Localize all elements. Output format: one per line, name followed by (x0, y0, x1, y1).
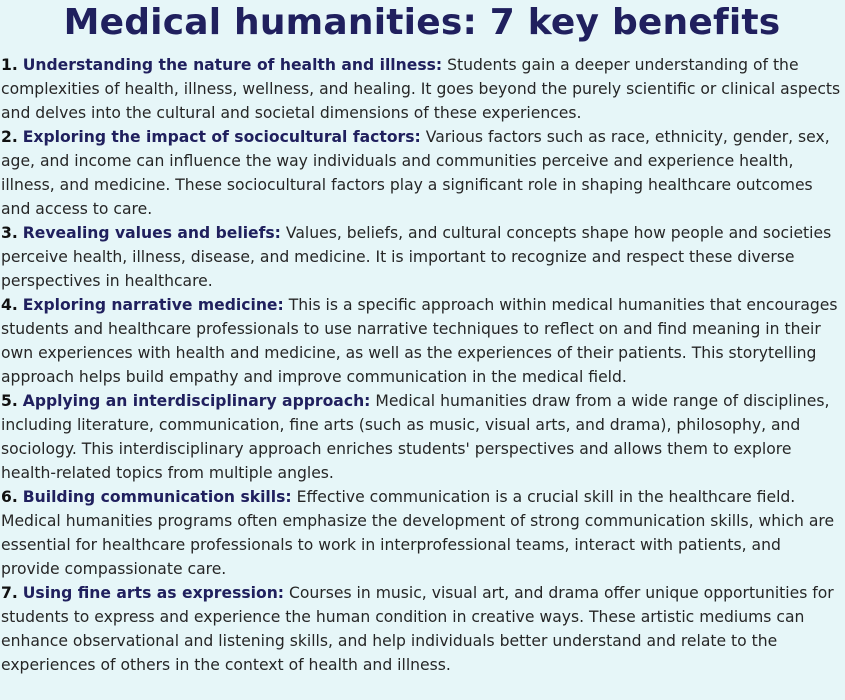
benefit-number: 2. (1, 128, 18, 146)
benefit-text: Values, beliefs, and cultural concepts shape how people and societies perceive health, illness, disease, and medicine. It is important to recognize and respect these diverse perspectives in healthcare. (1, 224, 832, 290)
benefit-heading: Using fine arts as expression: (22, 584, 285, 602)
benefit-text: This is a specific approach within medical humanities that encourages students and healthcare professionals to use narrative techniques to reflect on and find meaning in their own experiences with health and medicine, as well as the experiences of their patients. This storytelling approach helps build empathy and improve communication in the medical field. (1, 296, 838, 386)
benefit-text: Students gain a deeper understanding of the complexities of health, illness, wellness, and healing. It goes beyond the purely scientific or clinical aspects and delves into the cultural and societal dimensions of these experiences. (1, 56, 841, 122)
benefit-number: 3. (1, 224, 18, 242)
benefit-item-1 (1, 53, 843, 125)
benefit-text: Medical humanities draw from a wide range of disciplines, including literature, communication, fine arts (such as music, visual arts, and drama), philosophy, and sociology. This interdisciplinary approach enriches students' perspectives and allows them to explore health-related topics from multiple angles. (1, 392, 830, 482)
benefit-heading: Building communication skills: (22, 488, 292, 506)
benefit-number: 6. (1, 488, 18, 506)
benefit-item-2 (1, 125, 843, 221)
benefit-heading: Exploring narrative medicine: (22, 296, 284, 314)
benefit-heading: Applying an interdisciplinary approach: (22, 392, 371, 410)
benefits-list (1, 53, 843, 677)
benefit-number: 7. (1, 584, 18, 602)
benefit-heading: Revealing values and beliefs: (22, 224, 281, 242)
benefit-item-5 (1, 389, 843, 485)
benefit-heading: Exploring the impact of sociocultural factors: (22, 128, 421, 146)
benefit-text: Various factors such as race, ethnicity, gender, sex, age, and income can influence the way individuals and communities perceive and experience health, illness, and medicine. These sociocultural factors play a significant role in shaping healthcare outcomes and access to care. (1, 128, 830, 218)
benefit-heading: Understanding the nature of health and illness: (22, 56, 443, 74)
page-title: Medical humanities: 7 key benefits (63, 2, 781, 43)
benefit-item-7 (1, 581, 843, 677)
benefit-item-4 (1, 293, 843, 389)
benefit-text: Effective communication is a crucial skill in the healthcare field. Medical humanities programs often emphasize the development of strong communication skills, which are essential for healthcare professionals to work in interprofessional teams, interact with patients, and provide compassionate care. (1, 488, 835, 578)
benefit-number: 5. (1, 392, 18, 410)
benefit-text: Courses in music, visual art, and drama offer unique opportunities for students to express and experience the human condition in creative ways. These artistic mediums can enhance observational and listening skills, and help individuals better understand and relate to the experiences of others in the context of health and illness. (1, 584, 834, 674)
benefit-item-3 (1, 221, 843, 293)
benefit-item-6 (1, 485, 843, 581)
benefit-number: 4. (1, 296, 18, 314)
benefit-number: 1. (1, 56, 18, 74)
